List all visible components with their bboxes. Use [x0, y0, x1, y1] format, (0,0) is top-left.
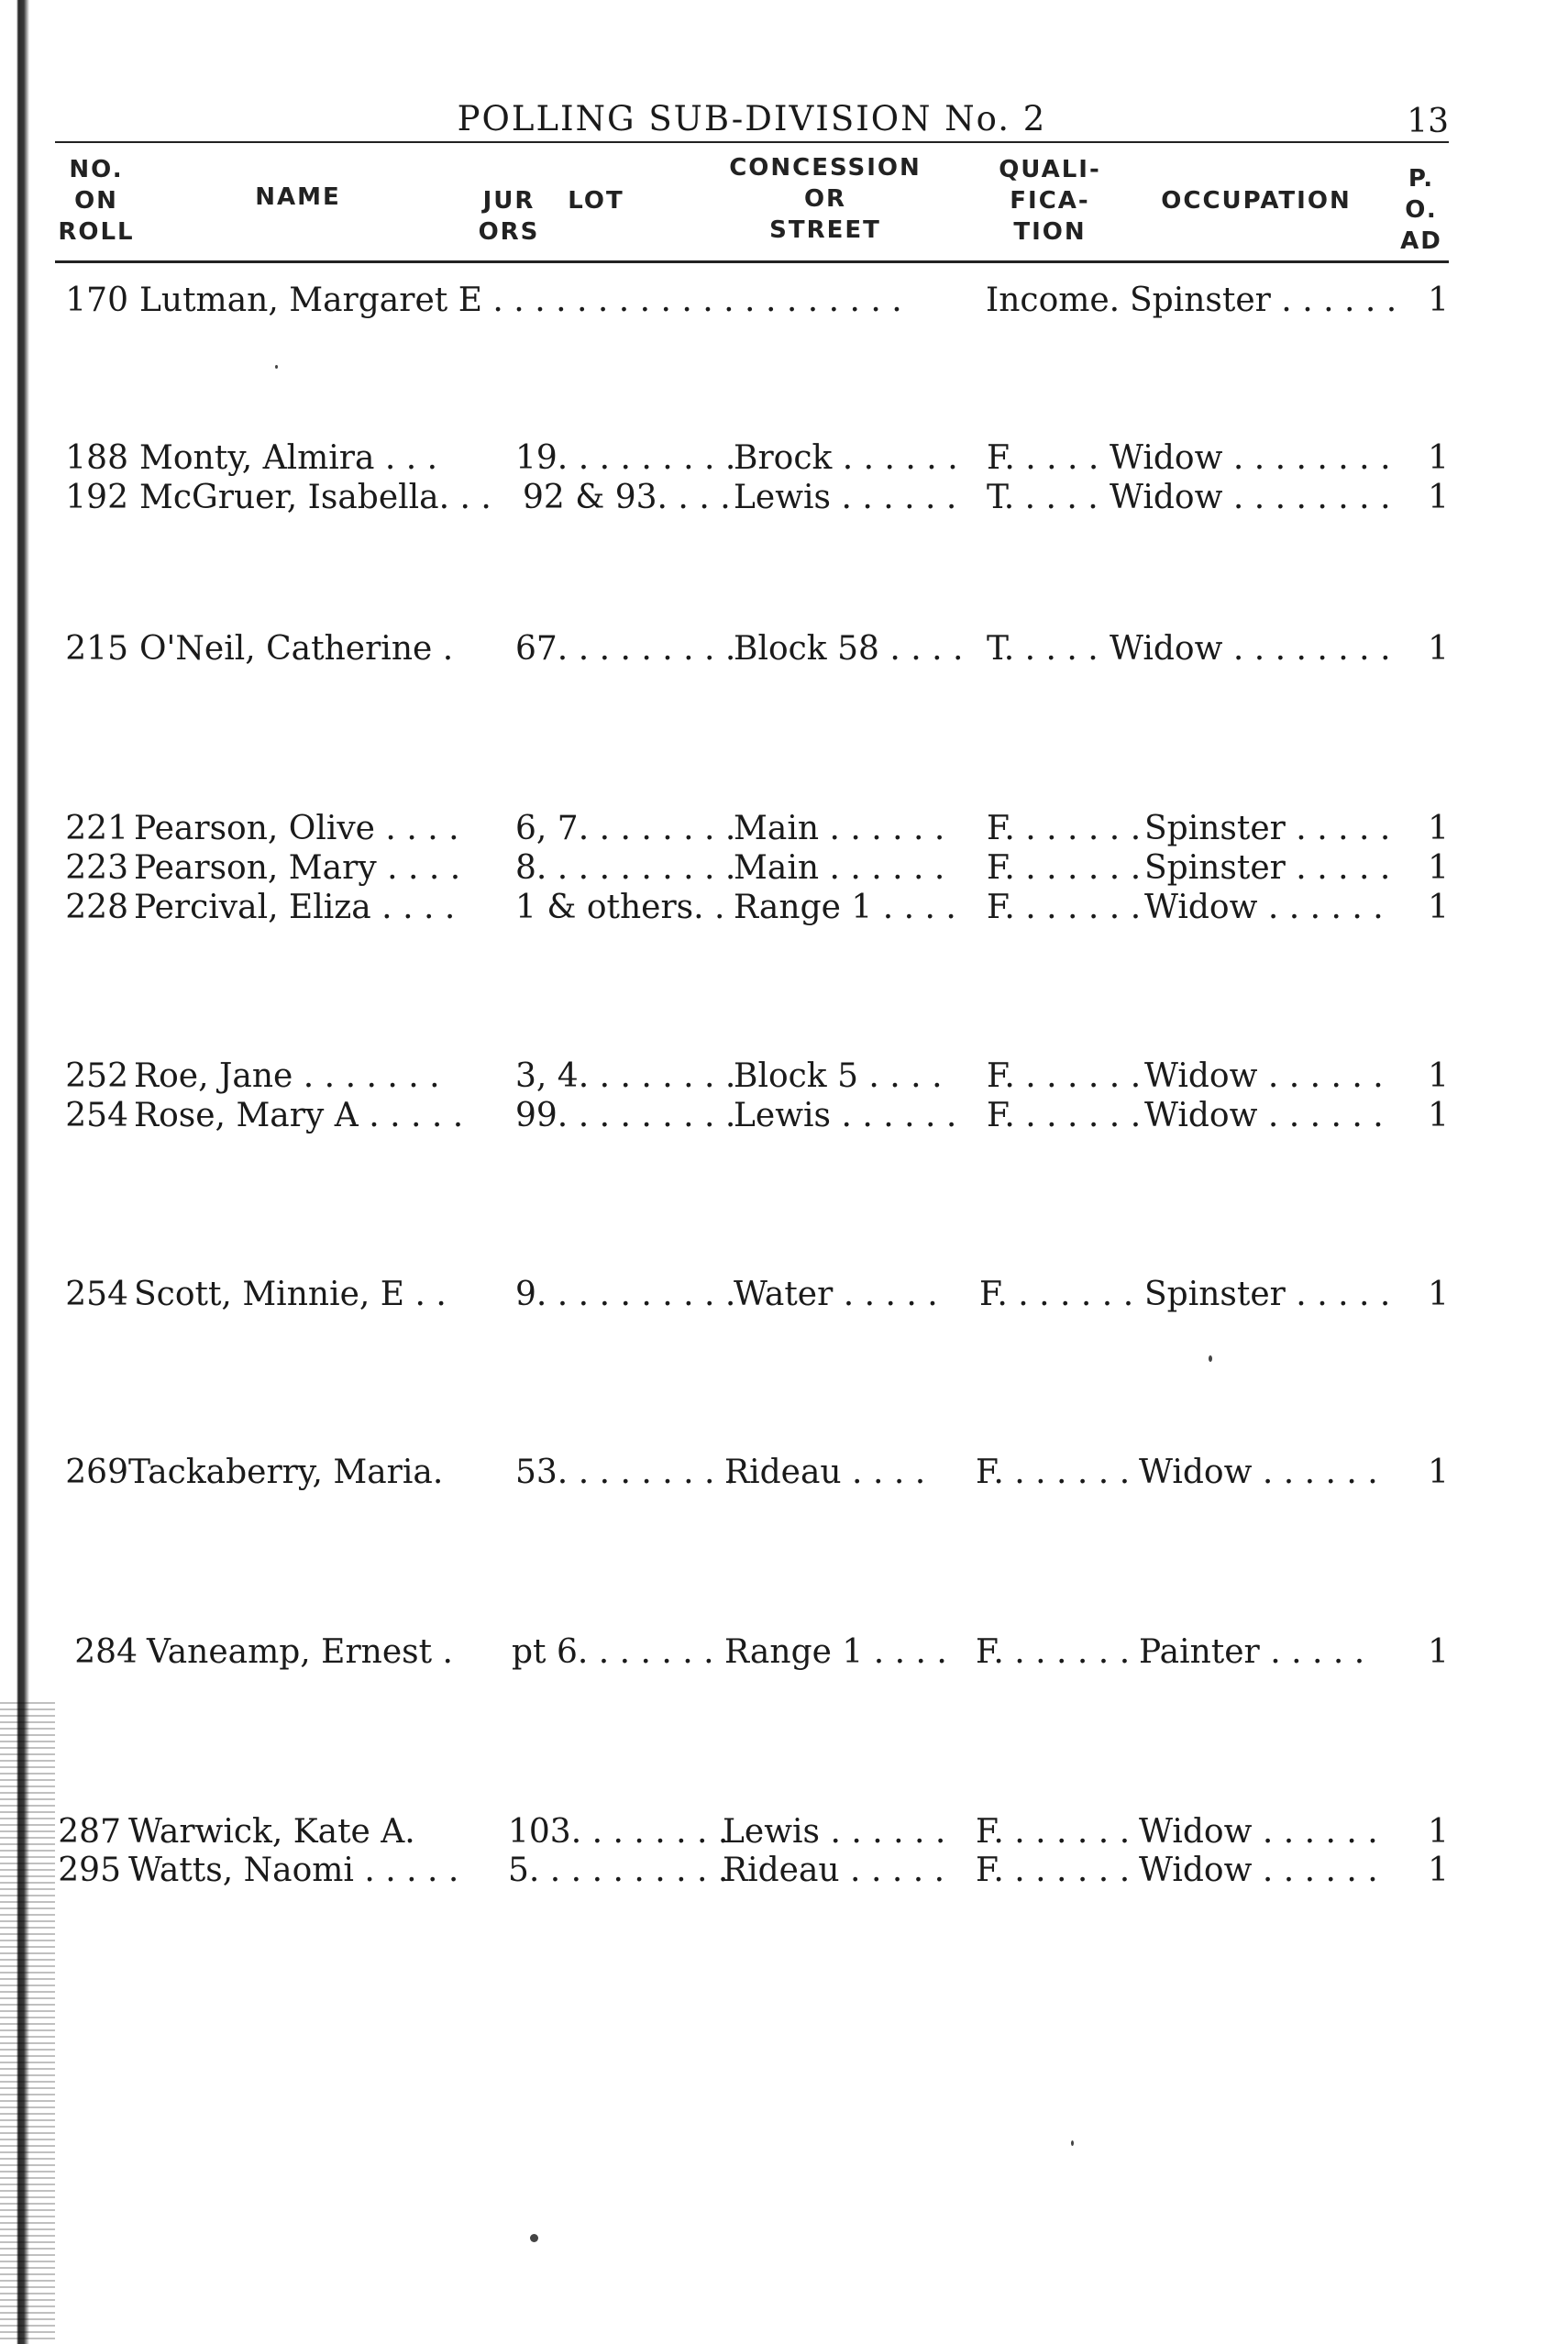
- lot: pt 6. . . . . . .: [512, 1633, 714, 1671]
- running-title: POLLING SUB-DIVISION No. 2: [457, 99, 1047, 138]
- lot: 103. . . . . . . .: [508, 1813, 729, 1851]
- occupation: Widow . . . . . . . .: [1110, 439, 1391, 477]
- voter-name: O'Neil, Catherine .: [139, 630, 454, 668]
- voter-name: Vaneamp, Ernest .: [147, 1633, 453, 1671]
- concession-street: Block 5 . . . .: [734, 1057, 943, 1095]
- concession-street: Main . . . . . .: [734, 849, 945, 887]
- qualification: F. . . . . . .: [976, 1852, 1131, 1889]
- lot: 8. . . . . . . . . .: [515, 849, 736, 887]
- qualification: F. . . . . . .: [987, 810, 1142, 847]
- list-item: [55, 1851, 1449, 1891]
- polling-ad: 1: [1428, 810, 1449, 847]
- qualification: F. . . . . . .: [987, 1057, 1142, 1095]
- polling-ad: 1: [1428, 1633, 1449, 1671]
- qualification: F. . . . . . .: [976, 1454, 1131, 1491]
- list-item: [55, 629, 1449, 669]
- occupation: Spinster . . . . .: [1144, 849, 1391, 887]
- qualification: F. . . . . . .: [976, 1633, 1131, 1671]
- ink-speck: [275, 365, 278, 369]
- occupation: Widow . . . . . .: [1144, 1097, 1384, 1134]
- col-head-line: OCCUPATION: [1161, 187, 1352, 215]
- occupation: Widow . . . . . .: [1139, 1813, 1378, 1851]
- voter-name: Warwick, Kate A.: [128, 1813, 415, 1851]
- col-head-line: STREET: [769, 216, 881, 244]
- roll-number: 188: [65, 439, 128, 477]
- col-head-line: OR: [803, 185, 847, 213]
- voter-name: Scott, Minnie, E . .: [134, 1276, 447, 1313]
- list-item: [55, 809, 1449, 849]
- list-item: [55, 478, 1449, 518]
- roll-number: 221: [65, 810, 128, 847]
- col-head-line: CONCESSION: [729, 154, 922, 182]
- col-head-line: FICA-: [1010, 187, 1090, 215]
- qualification: F. . . . .: [987, 439, 1099, 477]
- concession-street: Lewis . . . . . .: [723, 1813, 946, 1851]
- concession-street: Water . . . . .: [734, 1276, 938, 1313]
- roll-number: 269: [65, 1454, 128, 1491]
- occupation: Spinster . . . . . .: [1130, 282, 1397, 319]
- polling-ad: 1: [1428, 1057, 1449, 1095]
- lot: 1 & others. .: [515, 889, 725, 926]
- occupation: Widow . . . . . .: [1144, 889, 1384, 926]
- qualification: F. . . . . . .: [987, 1097, 1142, 1134]
- concession-street: Rideau . . . . .: [723, 1852, 945, 1889]
- roll-number: 295: [58, 1852, 121, 1889]
- page-number: 13: [1407, 103, 1449, 140]
- voter-name: McGruer, Isabella. . .: [139, 479, 491, 516]
- occupation: Widow . . . . . .: [1139, 1454, 1378, 1491]
- lot: 67. . . . . . . . .: [515, 630, 736, 668]
- ink-speck: [530, 2234, 538, 2242]
- voter-name: Roe, Jane . . . . . . .: [134, 1057, 440, 1095]
- occupation: Spinster . . . . .: [1144, 1276, 1391, 1313]
- polling-ad: 1: [1428, 439, 1449, 477]
- occupation: Painter . . . . .: [1139, 1633, 1365, 1671]
- occupation: Spinster . . . . .: [1144, 810, 1391, 847]
- col-head-line: QUALI-: [999, 156, 1101, 183]
- list-item: [55, 281, 1449, 321]
- roll-number: 284: [74, 1633, 138, 1671]
- polling-ad: 1: [1428, 889, 1449, 926]
- qualification: Income.: [986, 282, 1121, 319]
- col-head-line: AD: [1400, 227, 1442, 255]
- polling-ad: 1: [1428, 1454, 1449, 1491]
- concession-street: Rideau . . . .: [724, 1454, 926, 1491]
- list-item: [55, 1096, 1449, 1136]
- list-item: [55, 1812, 1449, 1852]
- polling-ad: 1: [1428, 1852, 1449, 1889]
- roll-number: 223: [65, 849, 128, 887]
- polling-ad: 1: [1428, 1276, 1449, 1313]
- col-head-line: ROLL: [58, 218, 135, 246]
- col-head-line: TION: [1013, 218, 1087, 246]
- col-head-line: NAME: [255, 183, 341, 211]
- concession-street: Block 58 . . . .: [734, 630, 964, 668]
- col-head-line: NO.: [69, 156, 124, 183]
- col-head-line: LOT: [568, 187, 624, 215]
- col-head-line: ORS: [478, 218, 540, 246]
- list-item: [55, 848, 1449, 889]
- occupation: Widow . . . . . .: [1144, 1057, 1384, 1095]
- roll-number: 228: [65, 889, 128, 926]
- col-head-line: P.: [1408, 165, 1435, 193]
- lot: 9. . . . . . . . . .: [515, 1276, 736, 1313]
- voter-name: Percival, Eliza . . . .: [134, 889, 456, 926]
- voter-name: Rose, Mary A . . . . .: [134, 1097, 464, 1134]
- list-item: [55, 1275, 1449, 1315]
- lot: 99. . . . . . . . .: [515, 1097, 736, 1134]
- voter-name: Pearson, Olive . . . .: [134, 810, 459, 847]
- list-item: [55, 438, 1449, 479]
- occupation: Widow . . . . . . . .: [1110, 630, 1391, 668]
- list-item: [55, 1453, 1449, 1493]
- occupation: Widow . . . . . . . .: [1110, 479, 1391, 516]
- lot: 3, 4. . . . . . . .: [515, 1057, 736, 1095]
- polling-ad: 1: [1428, 630, 1449, 668]
- polling-ad: 1: [1428, 1813, 1449, 1851]
- ink-speck: [1071, 2140, 1074, 2146]
- concession-street: Range 1 . . . .: [734, 889, 956, 926]
- list-item: [55, 1056, 1449, 1097]
- col-head-line: O.: [1405, 196, 1438, 224]
- concession-street: Main . . . . . .: [734, 810, 945, 847]
- polling-ad: 1: [1428, 479, 1449, 516]
- lot: 53. . . . . . . . .: [515, 1454, 736, 1491]
- concession-street: Lewis . . . . . .: [734, 1097, 957, 1134]
- roll-number: 215: [65, 630, 128, 668]
- qualification: F. . . . . . .: [987, 849, 1142, 887]
- lot: 92 & 93. . . .: [523, 479, 731, 516]
- col-head-line: ON: [74, 187, 118, 215]
- voter-name: Tackaberry, Maria.: [128, 1454, 444, 1491]
- voter-name: Monty, Almira . . .: [139, 439, 438, 477]
- qualification: F. . . . . . .: [979, 1276, 1134, 1313]
- roll-number: 254: [65, 1276, 128, 1313]
- concession-street: Brock . . . . . .: [734, 439, 958, 477]
- roll-number: 254: [65, 1097, 128, 1134]
- ink-speck: [1209, 1355, 1212, 1362]
- col-head-line: JUR: [482, 187, 536, 215]
- qualification: F. . . . . . .: [987, 889, 1142, 926]
- voter-name: Pearson, Mary . . . .: [134, 849, 461, 887]
- concession-street: Range 1 . . . .: [724, 1633, 947, 1671]
- qualification: T. . . . .: [987, 630, 1099, 668]
- voter-name: Watts, Naomi . . . . .: [128, 1852, 459, 1889]
- concession-street: Lewis . . . . . .: [734, 479, 957, 516]
- polling-ad: 1: [1428, 1097, 1449, 1134]
- polling-ad: 1: [1428, 282, 1449, 319]
- lot: 19. . . . . . . . .: [515, 439, 736, 477]
- lot: 6, 7. . . . . . . .: [515, 810, 736, 847]
- lot: 5. . . . . . . . . .: [508, 1852, 729, 1889]
- roll-number: 252: [65, 1057, 128, 1095]
- polling-ad: 1: [1428, 849, 1449, 887]
- qualification: T. . . . .: [987, 479, 1099, 516]
- roll-number: 170: [65, 282, 128, 319]
- occupation: Widow . . . . . .: [1139, 1852, 1378, 1889]
- roll-number: 192: [65, 479, 128, 516]
- list-item: [55, 1632, 1449, 1673]
- roll-number: 287: [58, 1813, 121, 1851]
- voter-name: Lutman, Margaret E . . . . . . . . . . . . . . . . . . . .: [139, 282, 902, 319]
- qualification: F. . . . . . .: [976, 1813, 1131, 1851]
- list-item: [55, 888, 1449, 928]
